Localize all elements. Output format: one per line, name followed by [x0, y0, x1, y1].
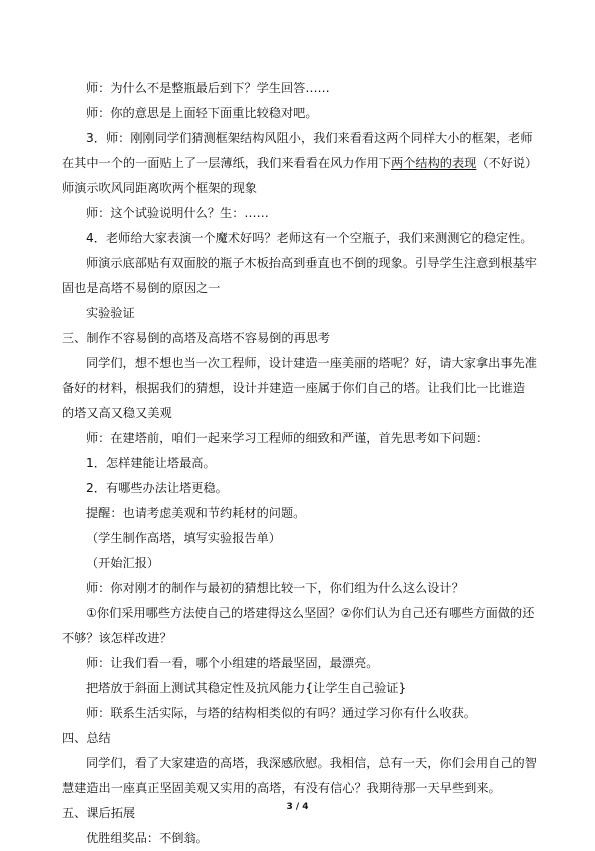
paragraph-text: 3．师：刚刚同学们猜测框架结构风阻小，我们来看看这两个同样大小的框架，老师在其中一个的一面贴上了一层薄纸，我们来看看在风力作用下 [62, 131, 533, 170]
paragraph: 师演示底部贴有双面胶的瓶子木板抬高到垂直也不倒的现象。引导学生注意到根基牢固也是高塔不易倒的原因之一 [62, 256, 537, 295]
paragraph-with-underline [62, 126, 537, 201]
paragraph: 师：你对刚才的制作与最初的猜想比较一下，你们组为什么这么设计？ [86, 581, 464, 595]
paragraph: 同学们，看了大家建造的高塔，我深感欣慰。我相信，总有一天，你们会用自己的智慧建造出一座真正坚固美观又实用的高塔，有没有信心？我期待那一天早些到来。 [62, 756, 537, 795]
page-number: 3 / 4 [286, 802, 309, 812]
underlined-phrase: 两个结构的表现 [391, 156, 477, 170]
paragraph: 1．怎样建能让塔最高。 [86, 456, 216, 470]
paragraph: 师：让我们看一看，哪个小组建的塔最坚固，最漂亮。 [86, 656, 379, 670]
paragraph: 师：联系生活实际，与塔的结构相类似的有吗？通过学习你有什么收获。 [86, 706, 476, 720]
section-heading: 四、总结 [62, 731, 111, 745]
paragraph: 师：你的意思是上面轻下面重比较稳对吧。 [86, 106, 318, 120]
paragraph: 师：为什么不是整瓶最后到下？学生回答…… [86, 81, 330, 95]
paragraph: 实验验证 [86, 306, 135, 320]
section-heading: 五、课后拓展 [62, 806, 136, 820]
paragraph: 师：在建塔前，咱们一起来学习工程师的细致和严谨，首先思考如下问题： [86, 431, 489, 445]
document-body [62, 76, 537, 851]
paragraph: 同学们，想不想也当一次工程师，设计建造一座美丽的塔呢？好，请大家拿出事先准备好的材料，根据我们的猜想，设计并建造一座属于你们自己的塔。让我们比一比谁造的塔又高又稳又美观 [62, 356, 537, 420]
paragraph: 师：这个试验说明什么？生：…… [86, 206, 269, 220]
paragraph: （开始汇报） [86, 556, 160, 570]
paragraph: 4．老师给大家表演一个魔术好吗？老师这有一个空瓶子，我们来测测它的稳定性。 [86, 231, 533, 245]
paragraph: ①你们采用哪些方法使自己的塔建得这么坚固？②你们认为自己还有哪些方面做的还不够？该怎样改进？ [62, 606, 535, 645]
paragraph: 提醒：也请考虑美观和节约耗材的问题。 [86, 506, 306, 520]
paragraph-text: （不好说）师演示吹风同距离吹两个框架的现象 [62, 156, 532, 195]
paragraph: 2．有哪些办法让塔更稳。 [86, 481, 228, 495]
paragraph: 优胜组奖品：不倒翁。 [86, 831, 208, 845]
paragraph: （学生制作高塔，填写实验报告单） [86, 531, 281, 545]
paragraph: 把塔放于斜面上测试其稳定性及抗风能力{让学生自己验证} [86, 681, 407, 695]
section-heading: 三、制作不容易倒的高塔及高塔不容易倒的再思考 [62, 331, 331, 345]
